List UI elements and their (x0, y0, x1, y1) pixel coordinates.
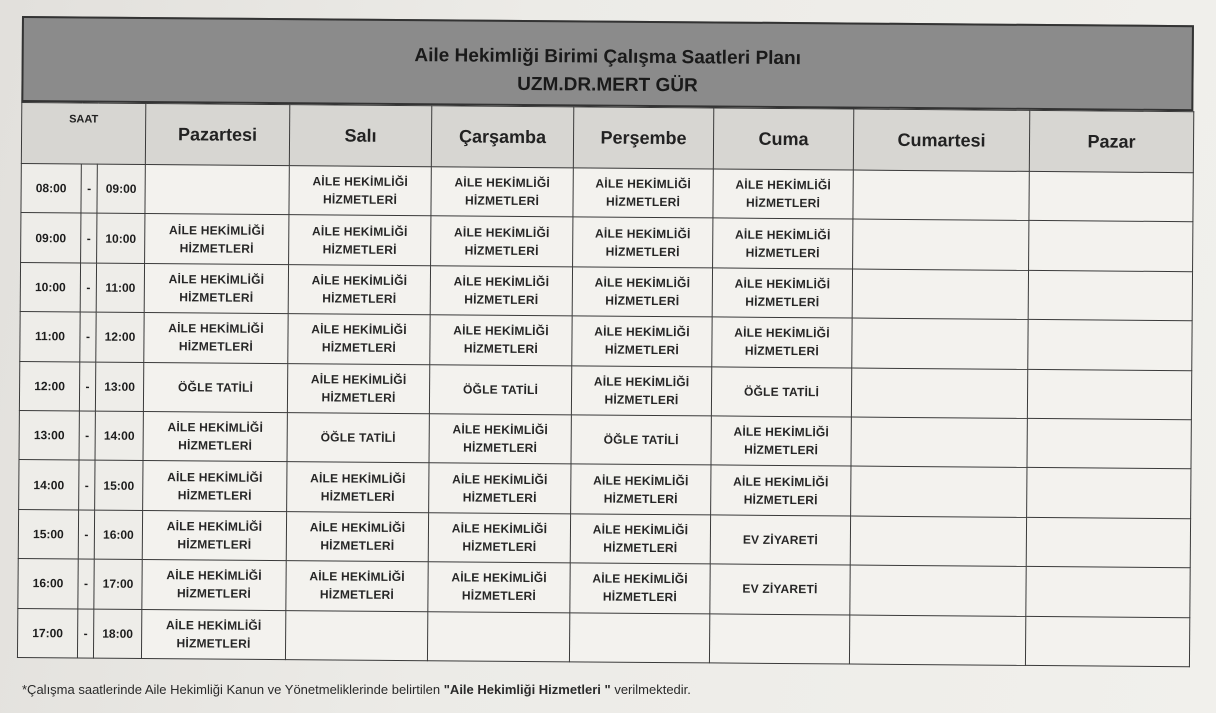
schedule-cell-text: ÖĞLE TATİLİ (320, 430, 396, 446)
schedule-cell (1027, 369, 1191, 420)
schedule-cell-text: ÖĞLE TATİLİ (603, 432, 679, 448)
schedule-cell (429, 414, 571, 465)
start-time-text: 12:00 (34, 378, 65, 394)
schedule-cell (713, 169, 853, 219)
end-time (94, 510, 142, 560)
start-time (18, 559, 78, 609)
schedule-cell (428, 562, 570, 613)
end-time-text: 11:00 (105, 280, 136, 295)
schedule-cell-text: AİLE HEKİMLİĞİ HİZMETLERİ (592, 571, 688, 605)
schedule-cell-text: AİLE HEKİMLİĞİ HİZMETLERİ (311, 322, 407, 356)
time-separator (80, 263, 96, 313)
schedule-cell (286, 511, 428, 562)
schedule-cell (144, 313, 288, 364)
time-separator-text: - (84, 478, 89, 493)
schedule-cell-text: AİLE HEKİMLİĞİ HİZMETLERİ (169, 222, 265, 256)
schedule-cell-text: ÖĞLE TATİLİ (462, 382, 539, 397)
schedule-cell-text: AİLE HEKİMLİĞİ HİZMETLERİ (734, 325, 830, 359)
schedule-cell-text: EV ZİYARETİ (742, 581, 818, 597)
schedule-cell-text: AİLE HEKİMLİĞİ HİZMETLERİ (312, 223, 408, 257)
schedule-cell-text: AİLE HEKİMLİĞİ HİZMETLERİ (594, 324, 690, 358)
schedule-cell (1028, 270, 1192, 321)
schedule-cell-text: AİLE HEKİMLİĞİ HİZMETLERİ (166, 519, 263, 552)
time-separator-text: - (84, 527, 89, 542)
schedule-cell (1026, 517, 1190, 568)
schedule-cell (1025, 616, 1189, 667)
schedule-cell-text: AİLE HEKİMLİĞİ HİZMETLERİ (733, 474, 829, 507)
time-separator (79, 362, 95, 412)
schedule-cell (850, 565, 1026, 616)
start-time-text: 09:00 (35, 230, 67, 245)
schedule-cell (711, 416, 851, 466)
schedule-cell (289, 215, 431, 266)
schedule-cell (710, 564, 850, 614)
table-row (17, 608, 1189, 667)
schedule-cell (573, 168, 713, 218)
start-time (20, 262, 80, 312)
schedule-cell (144, 263, 288, 314)
schedule-cell (571, 365, 711, 415)
schedule-cell-text: AİLE HEKİMLİĞİ HİZMETLERİ (454, 224, 550, 258)
schedule-cell-text: AİLE HEKİMLİĞİ HİZMETLERİ (309, 569, 405, 603)
schedule-cell (288, 264, 430, 315)
schedule-cell-text: EV ZİYARETİ (742, 532, 819, 548)
start-time-text: 17:00 (32, 625, 64, 641)
start-time-text: 14:00 (33, 477, 65, 492)
time-separator (78, 510, 94, 560)
schedule-cell (429, 364, 571, 415)
schedule-cell (141, 609, 285, 660)
schedule-cell (143, 461, 287, 512)
start-time-text: 08:00 (35, 181, 67, 196)
schedule-cell (570, 514, 710, 564)
schedule-table (17, 102, 1194, 667)
end-time (97, 213, 145, 263)
schedule-cell (853, 170, 1029, 221)
schedule-cell-text: AİLE HEKİMLİĞİ HİZMETLERİ (168, 321, 264, 355)
end-time-text: 18:00 (102, 626, 134, 641)
schedule-cell (142, 510, 286, 561)
schedule-cell (851, 368, 1027, 419)
time-separator (77, 608, 93, 658)
schedule-cell (572, 267, 712, 317)
title-banner (21, 16, 1194, 111)
schedule-cell-text: AİLE HEKİMLİĞİ HİZMETLERİ (733, 424, 830, 458)
schedule-cell-text: AİLE HEKİMLİĞİ HİZMETLERİ (453, 323, 549, 357)
schedule-cell-text: AİLE HEKİMLİĞİ HİZMETLERİ (595, 176, 691, 210)
end-time (95, 460, 143, 510)
schedule-cell (711, 366, 851, 416)
schedule-cell-text: AİLE HEKİMLİĞİ HİZMETLERİ (166, 568, 262, 602)
schedule-cell (288, 314, 430, 365)
schedule-cell (142, 560, 286, 611)
schedule-cell (853, 219, 1029, 270)
time-separator-text: - (87, 181, 92, 196)
schedule-cell (431, 216, 573, 267)
footnote-prefix: *Çalışma saatlerinde Aile Hekimliği Kanun ve Yönetmeliklerinde belirtilen (22, 682, 444, 697)
schedule-cell (851, 466, 1027, 517)
schedule-cell-text: AİLE HEKİMLİĞİ HİZMETLERİ (168, 272, 265, 305)
end-time (93, 609, 141, 659)
start-time (20, 312, 80, 362)
end-time (95, 411, 143, 461)
time-separator-text: - (85, 379, 90, 394)
end-time (96, 263, 144, 313)
end-time-text: 09:00 (105, 181, 137, 197)
end-time-text: 17:00 (102, 576, 134, 592)
schedule-cell-text: AİLE HEKİMLİĞİ HİZMETLERİ (165, 617, 262, 651)
time-separator (80, 312, 96, 362)
time-separator-text: - (86, 280, 91, 295)
schedule-cell (1027, 418, 1191, 469)
start-time (18, 509, 78, 559)
time-separator-text: - (83, 626, 88, 641)
schedule-cell (570, 563, 710, 613)
start-time-text: 13:00 (33, 428, 65, 443)
schedule-cell-text: ÖĞLE TATİLİ (177, 379, 254, 395)
schedule-cell (852, 318, 1028, 369)
schedule-cell-text: AİLE HEKİMLİĞİ HİZMETLERİ (310, 470, 406, 504)
schedule-cell-text: AİLE HEKİMLİĞİ HİZMETLERİ (167, 420, 264, 453)
schedule-cell (287, 413, 429, 464)
end-time-text: 10:00 (105, 231, 137, 246)
schedule-cell-text: AİLE HEKİMLİĞİ HİZMETLERİ (735, 177, 831, 211)
schedule-cell-text: AİLE HEKİMLİĞİ HİZMETLERİ (453, 274, 550, 308)
start-time (19, 460, 79, 510)
schedule-cell (1029, 221, 1193, 272)
schedule-cell-text: AİLE HEKİMLİĞİ HİZMETLERİ (310, 372, 407, 405)
start-time (21, 213, 81, 263)
schedule-cell-text: AİLE HEKİMLİĞİ HİZMETLERİ (452, 422, 549, 456)
schedule-cell-text: AİLE HEKİMLİĞİ HİZMETLERİ (312, 174, 408, 208)
doctor-name: UZM.DR.MERT GÜR (517, 73, 698, 97)
start-time-text: 10:00 (34, 280, 66, 295)
schedule-cell-text: AİLE HEKİMLİĞİ HİZMETLERİ (167, 469, 263, 503)
schedule-cell (852, 269, 1028, 320)
schedule-cell (571, 415, 711, 465)
schedule-cell-text: AİLE HEKİMLİĞİ HİZMETLERİ (593, 473, 689, 506)
schedule-cell (851, 417, 1027, 468)
schedule-cell-text: AİLE HEKİMLİĞİ HİZMETLERİ (593, 374, 690, 407)
schedule-cell-text: AİLE HEKİMLİĞİ HİZMETLERİ (452, 471, 548, 505)
end-time-text: 15:00 (103, 478, 135, 493)
time-separator-text: - (83, 576, 89, 591)
schedule-cell-text: AİLE HEKİMLİĞİ HİZMETLERİ (592, 522, 689, 556)
document-title: Aile Hekimliği Birimi Çalışma Saatleri Planı (414, 45, 802, 70)
schedule-cell (709, 613, 849, 664)
start-time-text: 15:00 (33, 527, 64, 542)
schedule-cell-text: ÖĞLE TATİLİ (743, 384, 820, 400)
schedule-cell (712, 317, 852, 367)
start-time (21, 163, 81, 213)
time-separator (79, 411, 95, 461)
schedule-cell-text: AİLE HEKİMLİĞİ HİZMETLERİ (594, 275, 691, 309)
day-header: Çarşamba (431, 106, 573, 168)
time-separator (81, 164, 97, 214)
schedule-cell (569, 612, 709, 663)
schedule-cell-text: AİLE HEKİMLİĞİ HİZMETLERİ (734, 276, 831, 310)
schedule-cell (287, 462, 429, 513)
end-time (95, 362, 143, 412)
schedule-cell (1026, 567, 1190, 618)
schedule-cell-text: AİLE HEKİMLİĞİ HİZMETLERİ (595, 226, 691, 259)
end-time (97, 164, 145, 214)
end-time (96, 312, 144, 362)
header-row (21, 103, 1193, 173)
schedule-cell (287, 363, 429, 414)
start-time (19, 361, 79, 411)
schedule-cell (710, 515, 850, 565)
schedule-cell (713, 218, 853, 268)
footnote-highlight: "Aile Hekimliği Hizmetleri " (443, 682, 611, 697)
schedule-cell (573, 217, 713, 267)
footnote (22, 682, 691, 697)
schedule-cell (849, 615, 1025, 666)
schedule-cell (145, 214, 289, 265)
end-time-text: 16:00 (103, 527, 134, 542)
start-time (19, 410, 79, 460)
end-time (94, 559, 142, 609)
schedule-cell (143, 411, 287, 462)
time-separator-text: - (85, 329, 91, 344)
schedule-cell (430, 265, 572, 316)
schedule-cell (1028, 320, 1192, 371)
time-separator-text: - (86, 231, 91, 246)
schedule-cell (571, 464, 711, 514)
schedule-cell-text: AİLE HEKİMLİĞİ HİZMETLERİ (454, 175, 550, 209)
day-header: Pazar (1029, 110, 1193, 172)
start-time-text: 16:00 (32, 576, 64, 591)
time-separator (81, 213, 97, 263)
schedule-cell (289, 166, 431, 217)
schedule-cell (145, 164, 289, 215)
schedule-body (17, 163, 1193, 666)
schedule-cell (427, 611, 569, 662)
start-time-text: 11:00 (34, 329, 66, 344)
day-header: Perşembe (573, 107, 713, 169)
time-separator (79, 460, 95, 510)
day-header: Pazartesi (145, 103, 289, 165)
schedule-cell-text: AİLE HEKİMLİĞİ HİZMETLERİ (735, 227, 831, 260)
schedule-cell (430, 315, 572, 366)
time-separator-text: - (85, 428, 90, 443)
end-time-text: 14:00 (103, 428, 135, 444)
schedule-cell-text: AİLE HEKİMLİĞİ HİZMETLERİ (309, 520, 406, 553)
schedule-cell (431, 167, 573, 218)
schedule-cell (428, 512, 570, 563)
end-time-text: 13:00 (104, 379, 135, 394)
schedule-cell-text: AİLE HEKİMLİĞİ HİZMETLERİ (451, 521, 548, 554)
time-separator (78, 559, 94, 609)
schedule-cell-text: AİLE HEKİMLİĞİ HİZMETLERİ (451, 570, 547, 604)
schedule-document (17, 16, 1194, 673)
day-header: Salı (289, 105, 431, 167)
day-header: Cuma (713, 108, 853, 170)
schedule-cell-text: AİLE HEKİMLİĞİ HİZMETLERİ (311, 273, 408, 306)
schedule-cell (712, 268, 852, 318)
end-time-text: 12:00 (104, 330, 136, 345)
schedule-cell (429, 463, 571, 514)
start-time (17, 608, 77, 658)
schedule-cell (572, 316, 712, 366)
schedule-cell (850, 516, 1026, 567)
footnote-suffix: verilmektedir. (610, 682, 691, 697)
schedule-cell (711, 465, 851, 515)
schedule-cell (286, 561, 428, 612)
schedule-cell (143, 362, 287, 413)
schedule-cell (1029, 171, 1193, 222)
schedule-cell (1027, 468, 1191, 519)
day-header: Cumartesi (853, 109, 1029, 171)
schedule-cell (285, 610, 427, 661)
hour-header: SAAT (21, 103, 145, 165)
